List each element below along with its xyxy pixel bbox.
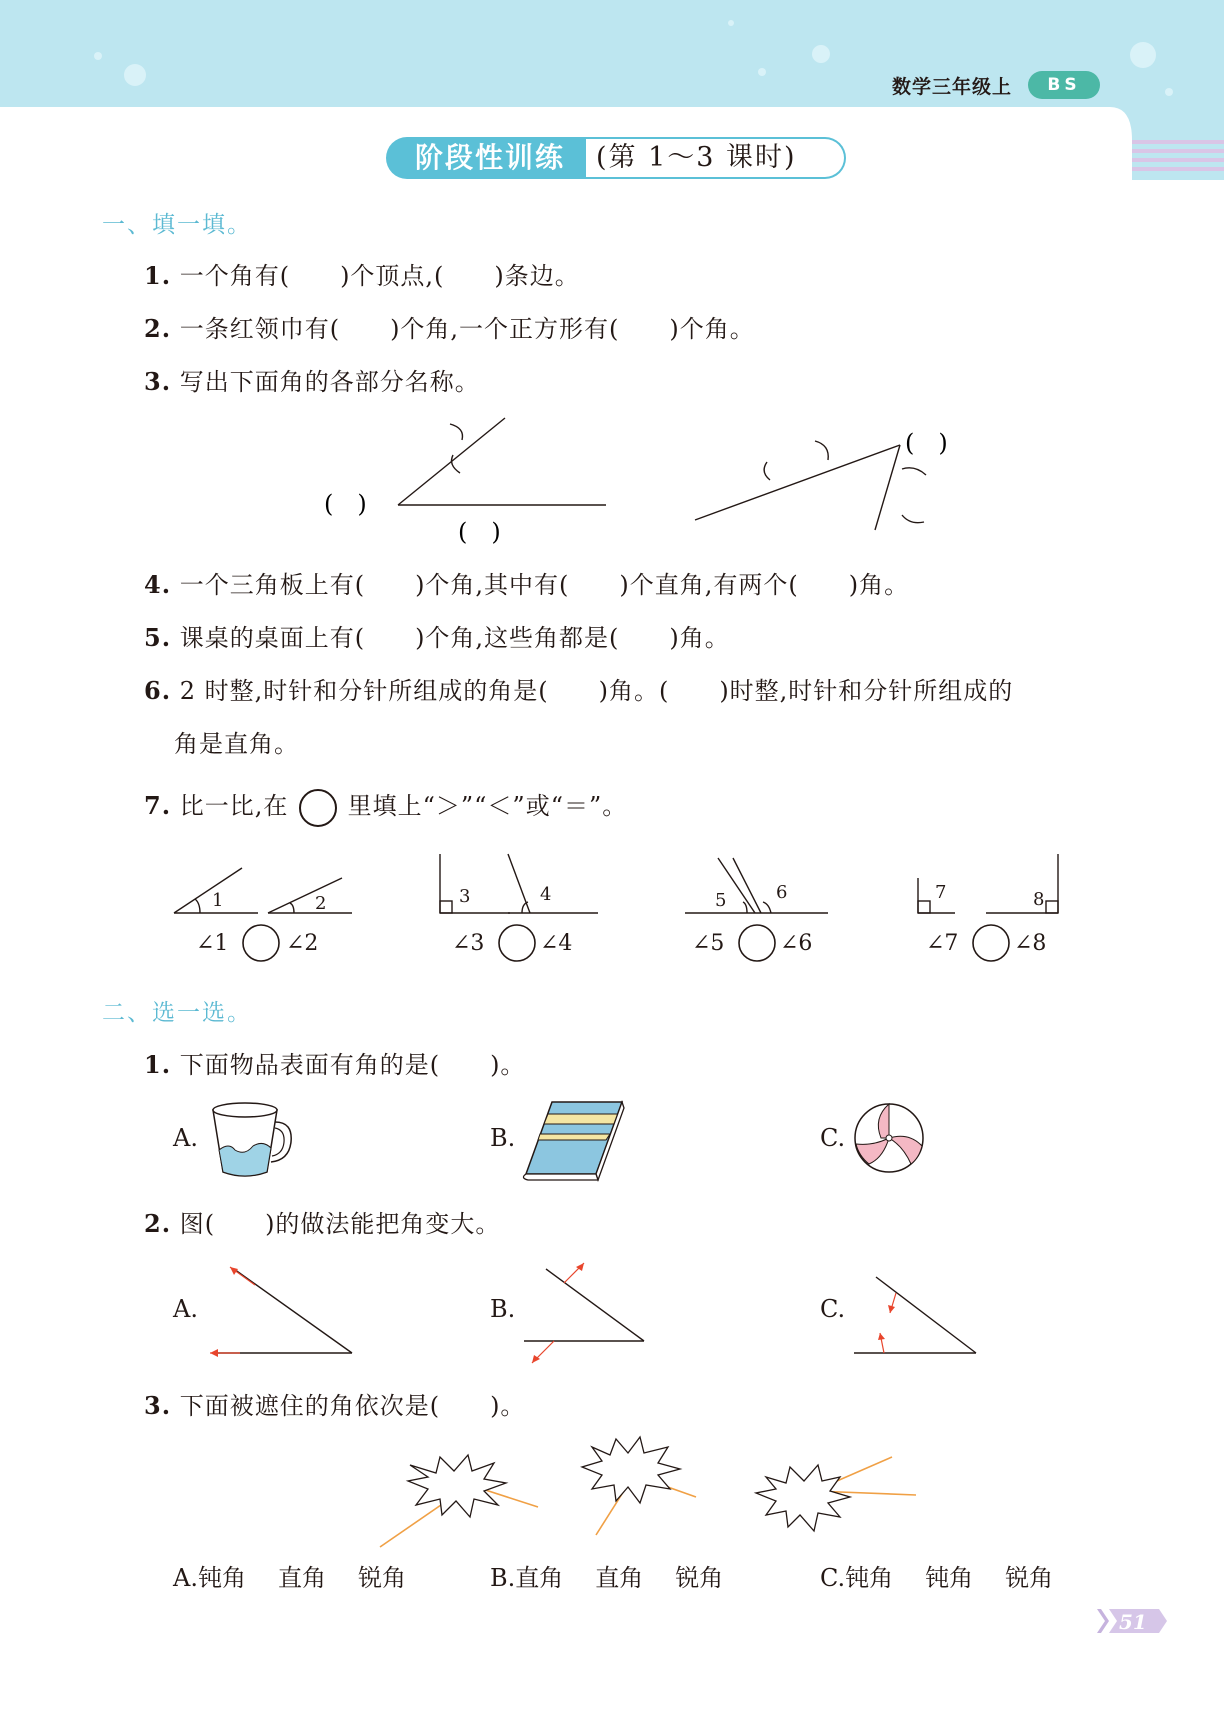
option-2-2-a[interactable]: A. [173,1295,198,1323]
choice-2-3-a[interactable]: A.钝角 直角 锐角 [173,1564,406,1592]
section-heading-choose: 二、选一选。 [102,1000,252,1026]
angle-label-8: 8 [1033,889,1045,910]
ball-icon [853,1102,925,1174]
page-title [386,137,848,179]
compare-right-3: ∠6 [780,931,813,956]
compare-circle-icon [299,789,337,827]
compare-circle-3[interactable] [739,925,775,961]
option-2-2-c[interactable]: C. [820,1295,846,1323]
compare-right-2: ∠4 [540,931,573,956]
option-2-2-b[interactable]: B. [490,1295,516,1323]
title-main: 阶段性训练 [386,137,594,179]
compare-left-4: ∠7 [926,931,959,956]
cup-icon [205,1098,295,1180]
book-icon [518,1094,628,1186]
question-1-7: 7. 比一比,在 里填上“＞”“＜”或“＝”。 [144,786,627,827]
angle-compare-diagram [160,848,1080,968]
option-2-1-a[interactable]: A. [173,1124,198,1152]
compare-left-2: ∠3 [452,931,485,956]
compare-left-1: ∠1 [196,931,229,956]
blank-side-1: ( ) [458,518,501,546]
question-1-1: 1. 一个角有( )个顶点,( )条边。 [144,261,580,290]
angle-figure-c [850,1265,980,1365]
angle-figure-b [520,1255,650,1370]
question-1-6-cont: 角是直角。 [174,730,299,758]
angle-label-7: 7 [935,882,947,903]
blank-vertex-1: ( ) [324,490,367,518]
decorative-stripes [1132,140,1224,176]
angle-label-3: 3 [459,886,471,907]
angle-label-2: 2 [315,893,327,914]
option-2-1-b[interactable]: B. [490,1124,516,1152]
angle-label-4: 4 [540,884,552,905]
edition-badge: BS [1028,71,1100,99]
compare-left-3: ∠5 [692,931,725,956]
section-heading-fill: 一、填一填。 [102,212,252,238]
question-1-4: 4. 一个三角板上有( )个角,其中有( )个直角,有两个( )角。 [144,570,910,599]
hidden-angles-diagram [370,1435,930,1575]
question-1-5: 5. 课桌的桌面上有( )个角,这些角都是( )角。 [144,623,730,652]
question-1-2: 2. 一条红领巾有( )个角,一个正方形有( )个角。 [144,314,755,343]
subject-label: 数学三年级上 [892,76,1013,98]
angle-label-1: 1 [212,890,224,911]
angle-label-5: 5 [715,890,727,911]
compare-circle-2[interactable] [499,925,535,961]
question-2-3: 3. 下面被遮住的角依次是( )。 [144,1391,526,1420]
page-number: 51 [1119,1610,1147,1634]
angle-figure-a [200,1255,360,1360]
question-1-6: 6. 2 时整,时针和分针所组成的角是( )角。( )时整,时针和分针所组成的 [144,676,1014,705]
angle-label-6: 6 [776,882,788,903]
compare-circle-4[interactable] [973,925,1009,961]
choice-2-3-b[interactable]: B.直角 直角 锐角 [490,1564,724,1592]
question-2-2: 2. 图( )的做法能把角变大。 [144,1209,501,1238]
question-2-1: 1. 下面物品表面有角的是( )。 [144,1050,526,1079]
question-1-3: 3. 写出下面角的各部分名称。 [144,367,480,396]
compare-right-1: ∠2 [286,931,319,956]
compare-circle-1[interactable] [243,925,279,961]
choice-2-3-c[interactable]: C.钝角 钝角 锐角 [820,1564,1054,1592]
blank-vertex-2: ( ) [905,429,948,457]
option-2-1-c[interactable]: C. [820,1124,846,1152]
compare-right-4: ∠8 [1014,931,1047,956]
title-sub: (第 1～3 课时) [586,137,846,179]
angle-parts-diagram [310,405,980,555]
page-number-tab [1097,1607,1169,1635]
